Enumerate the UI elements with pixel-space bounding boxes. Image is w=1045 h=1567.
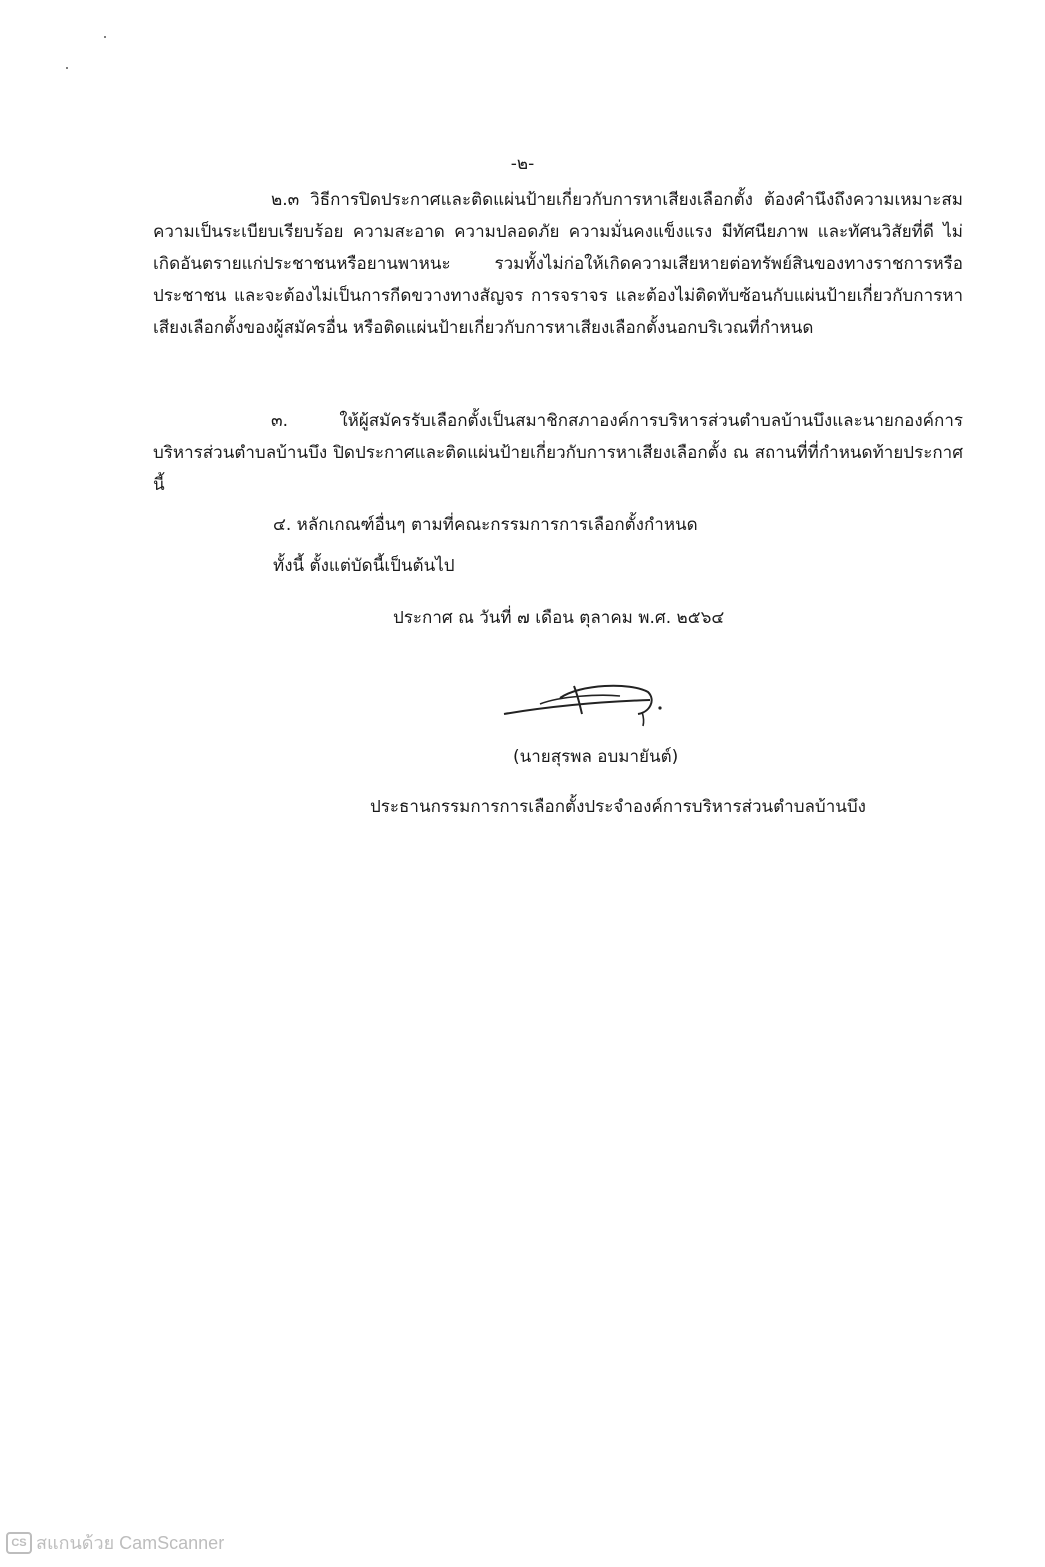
clause-2-3-paragraph: ๒.๓ วิธีการปิดประกาศและติดแผ่นป้ายเกี่ยวกับการหาเสียงเลือกตั้ง ต้องคำนึงถึงความเหมาะสม ความเป็นระเบียบเรียบร้อย ความสะอาด ความปลอดภัย ความมั่นคงแข็งแรง มีทัศนียภาพ และทัศนวิสัยที่ดี ไม่เกิดอันตรายแก่ประชาชนหรือยานพาหนะ รวมทั้งไม่ก่อให้เกิดความเสียหายต่อทรัพย์สินของทางราชการหรือประชาชน และจะต้องไม่เป็นการกีดขวางทางสัญจร การจราจร และต้องไม่ติดทับซ้อนกับแผ่นป้ายเกี่ยวกับการหาเสียงเลือกตั้งของผู้สมัครอื่น หรือติดแผ่นป้ายเกี่ยวกับการหาเสียงเลือกตั้งนอกบริเวณที่กำหนด [153, 190, 963, 338]
clause-4-paragraph: ๔. หลักเกณฑ์อื่นๆ ตามที่คณะกรรมการการเลือกตั้งกำหนด [273, 515, 698, 535]
signer-name: (นายสุรพล อบมายันต์) [513, 747, 679, 767]
watermark-text: สแกนด้วย CamScanner [36, 1533, 225, 1553]
camscanner-watermark [6, 1528, 224, 1557]
handwritten-signature [500, 678, 690, 728]
clause-3-paragraph: ๓. ให้ผู้สมัครรับเลือกตั้งเป็นสมาชิกสภาองค์การบริหารส่วนตำบลบ้านบึงและนายกองค์การบริหารส่วนตำบลบ้านบึง ปิดประกาศและติดแผ่นป้ายเกี่ยวกับการหาเสียงเลือกตั้ง ณ สถานที่ที่กำหนดท้ายประกาศนี้ [153, 411, 963, 495]
signer-title: ประธานกรรมการการเลือกตั้งประจำองค์การบริหารส่วนตำบลบ้านบึง [370, 797, 866, 817]
scan-speck [66, 67, 68, 69]
announcement-date: ประกาศ ณ วันที่ ๗ เดือน ตุลาคม พ.ศ. ๒๕๖๔ [393, 608, 725, 628]
effective-date-statement: ทั้งนี้ ตั้งแต่บัดนี้เป็นต้นไป [273, 556, 455, 576]
camscanner-logo-icon: CS [6, 1532, 32, 1554]
page-number: -๒- [510, 154, 535, 174]
scan-speck [104, 36, 106, 38]
